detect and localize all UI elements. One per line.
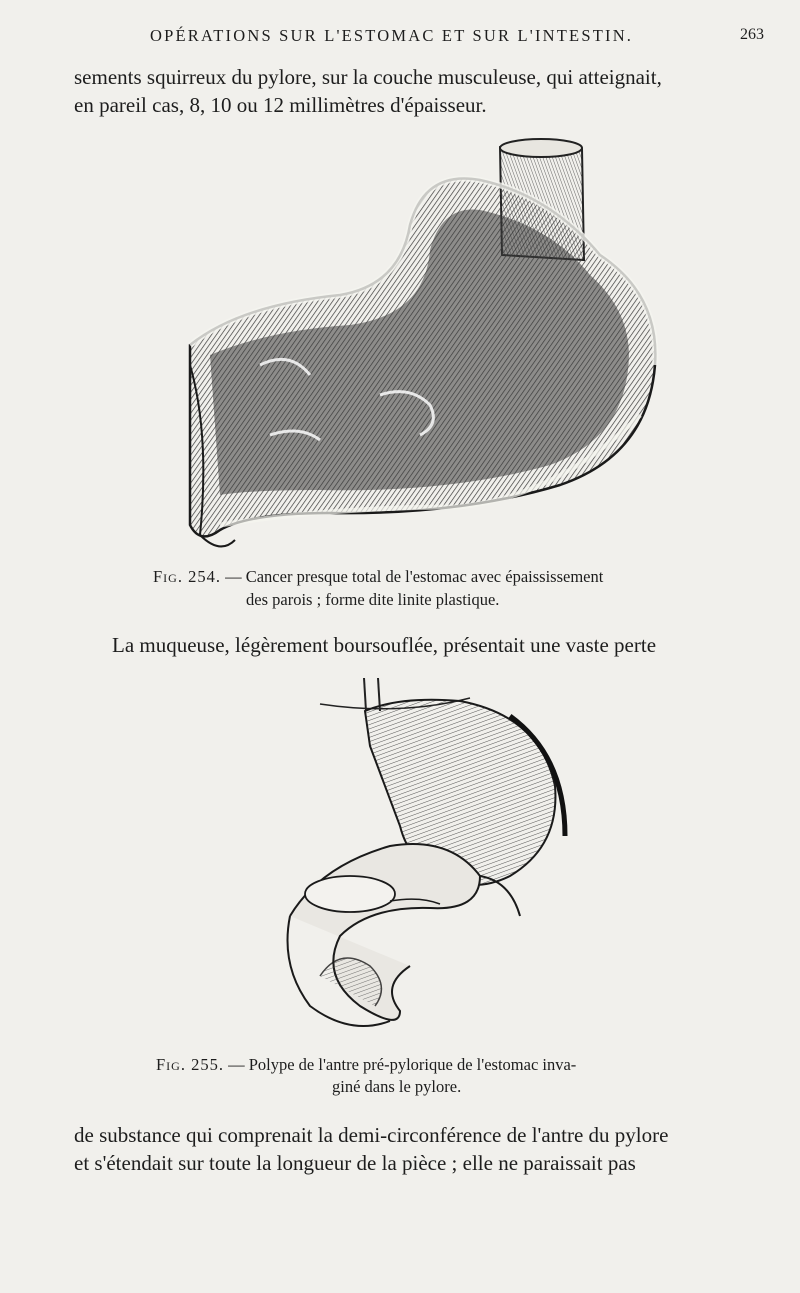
figure-254-caption-line-2: des parois ; forme dite linite plastique.	[246, 590, 500, 609]
running-head	[0, 26, 800, 50]
paragraph-2: La muqueuse, légèrement boursouflée, présentait une vaste perte	[112, 633, 657, 657]
figure-255-illustration	[280, 676, 580, 1036]
paragraph-3-line-1: de substance qui comprenait la demi-circonférence de l'antre du pylore	[74, 1123, 669, 1147]
figure-254-caption-cont	[246, 589, 666, 611]
paragraph-3-line-2: et s'étendait sur toute la longueur de la pièce ; elle ne paraissait pas	[74, 1151, 636, 1175]
figure-254-caption	[153, 566, 713, 588]
page-number: 263	[740, 26, 764, 43]
figure-255-caption	[156, 1054, 716, 1076]
paragraph-1-line-2: en pareil cas, 8, 10 ou 12 millimètres d'épaisseur.	[74, 93, 487, 117]
figure-255-caption-line-1: — Polype de l'antre pré-pylorique de l'estomac inva-	[228, 1055, 577, 1074]
running-title: OPÉRATIONS SUR L'ESTOMAC ET SUR L'INTESTIN.	[150, 26, 634, 45]
figure-254-label: Fig. 254.	[153, 567, 221, 586]
figure-255-caption-cont	[332, 1076, 592, 1098]
figure-255-label: Fig. 255.	[156, 1055, 224, 1074]
figure-255-caption-line-2: giné dans le pylore.	[332, 1077, 462, 1096]
figure-254-illustration	[180, 135, 670, 555]
figure-254-caption-line-1: — Cancer presque total de l'estomac avec épaississement	[225, 567, 604, 586]
paragraph-1-line-1: sements squirreux du pylore, sur la couche musculeuse, qui atteignait,	[74, 65, 662, 89]
